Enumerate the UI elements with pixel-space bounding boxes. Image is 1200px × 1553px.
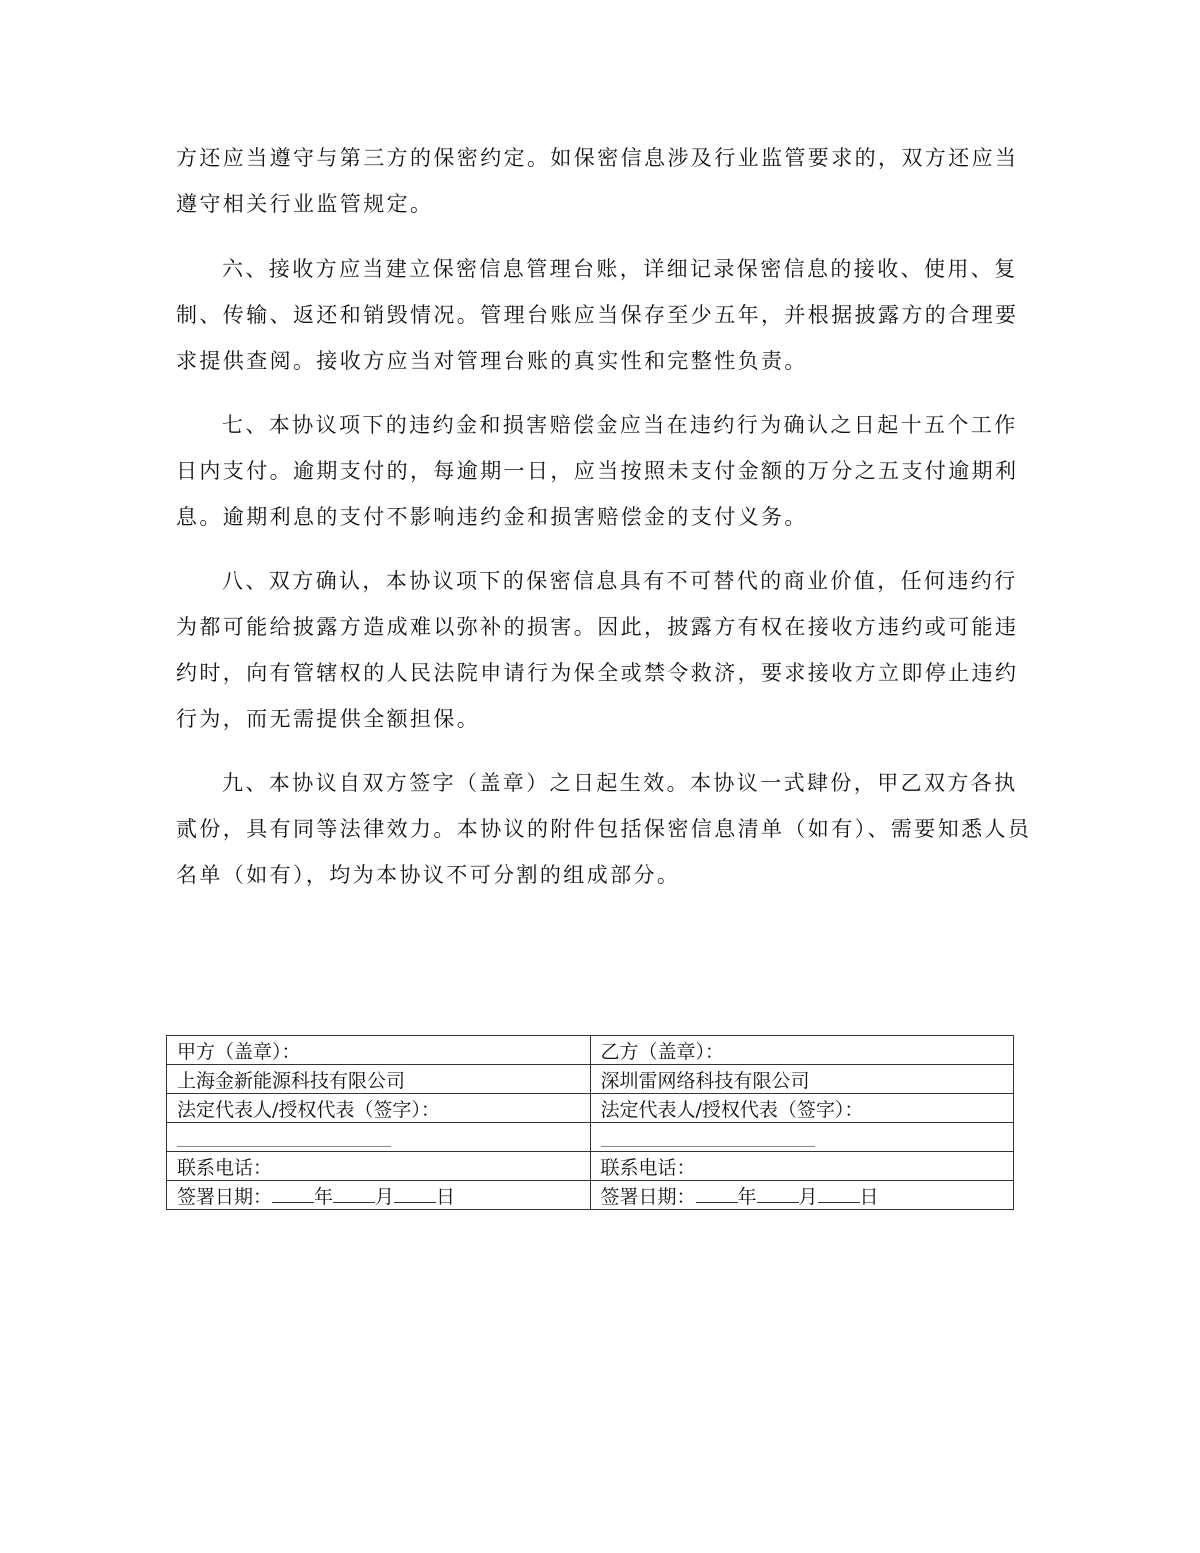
table-row xyxy=(167,1181,1014,1210)
clause-eight: 八、双方确认，本协议项下的保密信息具有不可替代的商业价值，任何违约行为都可能给披露方造成难以弥补的损害。因此，披露方有权在接收方违约或可能违约时，向有管辖权的人民法院申请行为保全或禁令救济，要求接收方立即停止违约行为，而无需提供全额担保。 xyxy=(176,569,1019,731)
party-a-month-label: 月 xyxy=(375,1185,395,1208)
party-b-signature-line[interactable] xyxy=(601,1130,815,1147)
party-a-month-blank[interactable] xyxy=(333,1184,375,1203)
party-a-day-label: 日 xyxy=(436,1185,456,1208)
party-a-heading: 甲方（盖章）： xyxy=(167,1036,591,1065)
party-a-date-label: 签署日期： xyxy=(177,1185,273,1208)
table-row xyxy=(167,1123,1014,1152)
party-a-year-blank[interactable] xyxy=(272,1184,314,1203)
paragraph-continuation: 方还应当遵守与第三方的保密约定。如保密信息涉及行业监管要求的，双方还应当遵守相关行业监管规定。 xyxy=(176,146,1019,216)
party-b-year-blank[interactable] xyxy=(696,1184,738,1203)
party-b-company: 深圳雷网络科技有限公司 xyxy=(590,1065,1014,1094)
party-a-representative-label: 法定代表人/授权代表（签字）： xyxy=(167,1094,591,1123)
clause-six: 六、接收方应当建立保密信息管理台账，详细记录保密信息的接收、使用、复制、传输、返还和销毁情况。管理台账应当保存至少五年，并根据披露方的合理要求提供查阅。接收方应当对管理台账的真实性和完整性负责。 xyxy=(176,257,1019,373)
party-b-heading: 乙方（盖章）： xyxy=(590,1036,1014,1065)
party-a-day-blank[interactable] xyxy=(394,1184,436,1203)
table-row xyxy=(167,1094,1014,1123)
party-a-signature-line[interactable] xyxy=(177,1130,391,1147)
party-b-day-blank[interactable] xyxy=(818,1184,860,1203)
party-a-company: 上海金新能源科技有限公司 xyxy=(167,1065,591,1094)
party-b-signature-cell xyxy=(590,1123,1014,1152)
party-b-day-label: 日 xyxy=(859,1185,879,1208)
party-b-date-label: 签署日期： xyxy=(600,1185,696,1208)
party-b-year-label: 年 xyxy=(737,1185,757,1208)
table-row xyxy=(167,1152,1014,1181)
signature-table xyxy=(166,1035,1014,1210)
clause-seven: 七、本协议项下的违约金和损害赔偿金应当在违约行为确认之日起十五个工作日内支付。逾期支付的，每逾期一日，应当按照未支付金额的万分之五支付逾期利息。逾期利息的支付不影响违约金和损害赔偿金的支付义务。 xyxy=(176,413,1019,529)
table-row xyxy=(167,1036,1014,1065)
party-a-date-cell xyxy=(167,1181,591,1210)
party-a-year-label: 年 xyxy=(314,1185,334,1208)
party-a-signature-cell xyxy=(167,1123,591,1152)
party-b-month-blank[interactable] xyxy=(757,1184,799,1203)
table-row xyxy=(167,1065,1014,1094)
party-b-date-cell xyxy=(590,1181,1014,1210)
party-b-representative-label: 法定代表人/授权代表（签字）： xyxy=(590,1094,1014,1123)
party-b-month-label: 月 xyxy=(798,1185,818,1208)
party-b-phone-label: 联系电话： xyxy=(590,1152,1014,1181)
party-a-phone-label: 联系电话： xyxy=(167,1152,591,1181)
clause-nine: 九、本协议自双方签字（盖章）之日起生效。本协议一式肆份，甲乙双方各执贰份，具有同等法律效力。本协议的附件包括保密信息清单（如有）、需要知悉人员名单（如有），均为本协议不可分割的组成部分。 xyxy=(176,771,1032,887)
